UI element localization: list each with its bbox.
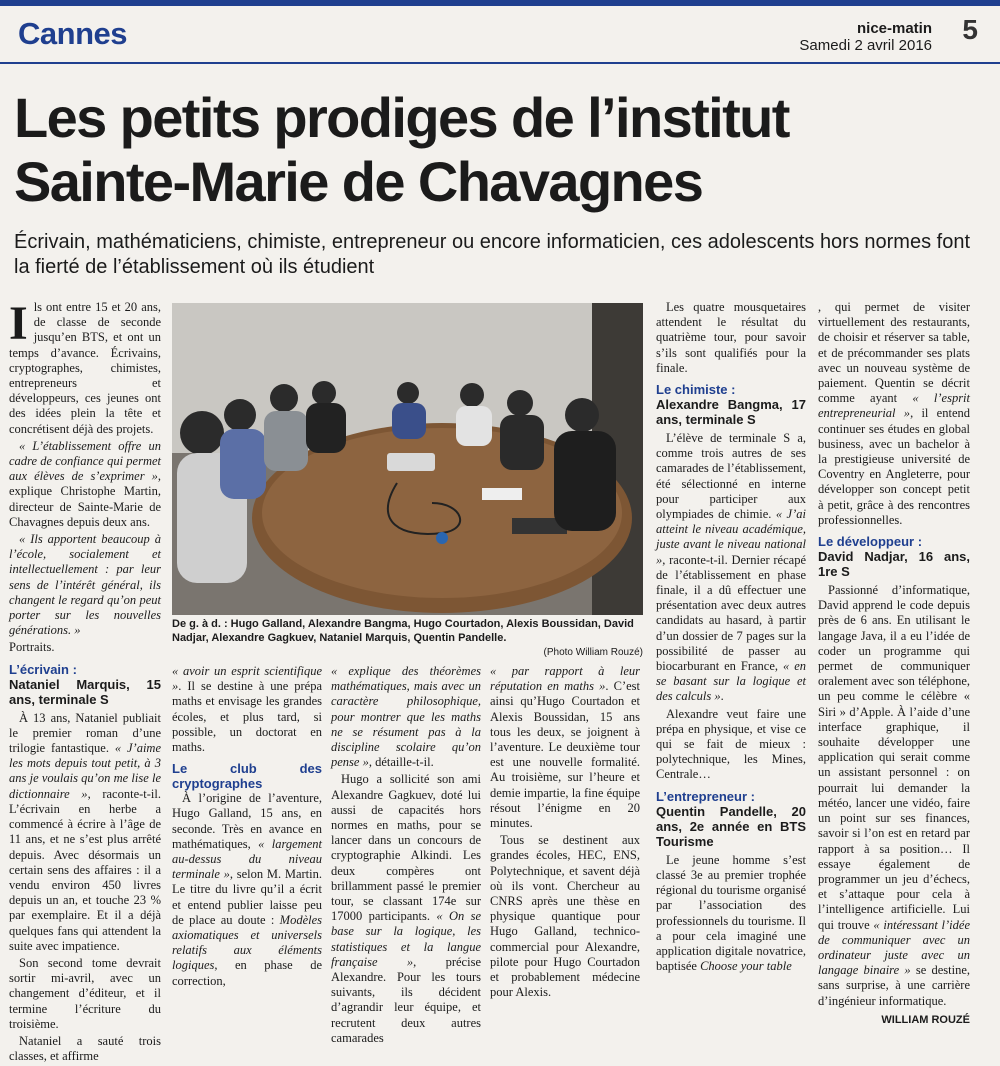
crypto-paragraph-4: Les quatre mousquetaires attendent le résultat du quatrième tour, pour savoir s’ils sont qualifiés pour la finale. xyxy=(656,300,806,375)
writer-paragraph-3-cont: « avoir un esprit scientifique ». Il se destine à une prépa maths et envisage les grandes écoles, et plus tard, si possible, un doctorat en maths. xyxy=(172,664,322,755)
header-divider xyxy=(0,62,1000,64)
chemist-paragraph-1: L’élève de terminale S a, comme trois autres de ses camarades de l’établissement, été sélectionné en interne pour participer aux olympiades de chimie. « J’ai atteint le niveau académique, juste avant le niveau national », raconte-t-il. Dernier récapé de l’établissement en phase finale, il a dû effectuer une présentation avec deux autres candidats au hasard, à partir d’un dossier de 7 pages sur la possibilité de passer au biocarburant en France, « en se basant sur la logique et des calculs ». xyxy=(656,431,806,704)
entrepreneur-subheading: Quentin Pandelle, 20 ans, 2e année en BTS Tourisme xyxy=(656,803,806,849)
column-5 xyxy=(656,300,806,976)
drop-cap: I xyxy=(9,297,28,350)
crypto-paragraph-1-cont: « explique des théorèmes mathématiques, mais avec un caractère philosophique, pour montrer que les maths ne se résument pas à la discipline scolaire qu’on pense », détaille-t-il. xyxy=(331,664,481,770)
publication-info xyxy=(799,20,932,54)
photo-credit: (Photo William Rouzé) xyxy=(543,647,643,658)
crypto-paragraph-3: Tous se destinent aux grandes écoles, HEC, ENS, Polytechnique, et savent déjà où ils vont. Chercheur au CNRS après une thèse en physique quantique pour Hugo Galland, technico-commercial pour Alexandre, pilote pour Hugo Courtadon et probablement médecine pour Alexis. xyxy=(490,833,640,1000)
group-photo-illustration xyxy=(172,303,643,615)
entrepreneur-paragraph-1: Le jeune homme s’est classé 3e au premier trophée régional du tourisme organisé par l’association des professionnels du tourisme. Il a pour cela imaginé une application digitale novatrice, baptisée Choose your table xyxy=(656,852,806,974)
column-2 xyxy=(172,664,322,991)
developer-heading: Le développeur : xyxy=(818,534,923,550)
column-3 xyxy=(331,664,481,1048)
developer-subheading: David Nadjar, 16 ans, 1re S xyxy=(818,549,970,580)
crypto-heading: Le club des cryptographes xyxy=(172,761,322,792)
developer-paragraph-1: Passionné d’informatique, David apprend le code depuis près de 6 ans. En utilisant le langage Java, il a eu l’idée de coder un programme qui permet de communiquer oralement avec son téléphone, un peu comme le célèbre « Siri » d’Apple. À l’aide d’une interface graphique, il souhaite développer une application qui serait comme un assistant personnel : on pourrait lui demander la météo, lancer une vidéo, faire un point sur ses finances, savoir si l’on est en retard par rapport à sa position… Il essaye également de programmer un jeu d’échecs, et s’attaque pour cela à l’intelligence artificielle. Lui qui trouve « intéressant l’idée de communiquer avec un ordinateur juste avec un langage binaire » se destine, sans surprise, à une carrière d’ingénieur informatique. xyxy=(818,583,970,1008)
column-4 xyxy=(490,664,640,1002)
column-6 xyxy=(818,300,970,1028)
page-number: 5 xyxy=(962,14,978,45)
headline xyxy=(14,86,989,214)
quote-paragraph-2: « Ils apportent beaucoup à l’école, socialement et intellectuellement : par leur sens de l’intérêt général, ils changent le regard qu’on peut porter sur les nouvelles générations. » xyxy=(9,532,161,638)
issue-date: Samedi 2 avril 2016 xyxy=(799,37,932,54)
writer-paragraph-1: À 13 ans, Nataniel publiait le premier roman d’une trilogie fantastique. « J’aime les mots depuis tout petit, à 3 ans je voulais qu’on me lise le dictionnaire », raconte-t-il. L’écrivain en herbe a commencé à écrire à l’âge de 11 ans, et ne s’est plus arrêté depuis. Avec désormais un certain sens des affaires : il a vendu environ 450 livres depuis un an, et touche 23 % par exemplaire. Et il a déjà quelques fans qui attendent la suite avec impatience. xyxy=(9,710,162,953)
column-1 xyxy=(9,297,162,1066)
top-color-bar xyxy=(0,0,1000,6)
writer-paragraph-3: Nataniel a sauté trois classes, et affirme xyxy=(9,1033,161,1064)
byline-signature: WILLIAM ROUZÉ xyxy=(881,1013,970,1026)
crypto-paragraph-2-cont: « par rapport à leur réputation en maths ». C’est ainsi qu’Hugo Courtadon et Alexis Boussidan, 15 ans tous les deux, se joignent à l’aventure. Le deuxième tour est une nouvelle formalité. Au troisième, sur l’heure et demie impartie, la fine équipe résout l’énigme en 20 minutes. xyxy=(490,664,640,831)
entrepreneur-heading: L’entrepreneur : xyxy=(656,788,755,804)
quote-paragraph-1: « L’établissement offre un cadre de confiance qui permet aux élèves de s’exprimer », explique Christophe Martin, directeur de Sainte-Marie de Chavagnes depuis deux ans. xyxy=(9,438,161,529)
crypto-paragraph-2: Hugo a sollicité son ami Alexandre Gagkuev, doté lui aussi de capacités hors normes en maths, pour se lancer dans un concours de cryptographie Alkindi. Les deux compères ont brillamment passé le premier tour, se classant 174e sur 17000 participants. « On se base sur la logique, les statistiques et la langue française », précise Alexandre. Pour les tours suivants, ils décident d’agrandir leur équipe, et recrutent deux autres camarades xyxy=(331,772,481,1045)
headline-line-2: Sainte-Marie de Chavagnes xyxy=(14,150,703,213)
writer-paragraph-2: Son second tome devrait sortir mi-avril, avec un changement d’éditeur, et il termine l’écriture du troisième. xyxy=(9,955,161,1031)
deck: Écrivain, mathématiciens, chimiste, entrepreneur ou encore informaticien, ces adolescents hors normes font la fierté de l’établissement où ils étudient xyxy=(14,231,971,278)
portraits-label: Portraits. xyxy=(9,640,55,655)
headline-line-1: Les petits prodiges de l’institut xyxy=(14,86,789,149)
paper-name: nice-matin xyxy=(856,20,932,37)
crypto-paragraph-1: À l’origine de l’aventure, Hugo Galland, 15 ans, en seconde. Très en avance en mathématiques, « largement au-dessus du niveau terminale », selon M. Martin. Le titre du livre qu’il a écrit et entend publier laisse peu de place au doute : Modèles axiomatiques et universels relatifs aux éléments logiques, en phase de correction, xyxy=(172,791,323,988)
section-title: Cannes xyxy=(18,16,127,51)
group-photo xyxy=(172,303,643,615)
chemist-paragraph-2: Alexandre veut faire une prépa en physique, et vise ce qui se fait de mieux : polytechnique, les Mines, Centrale… xyxy=(656,706,806,782)
chemist-heading: Le chimiste : xyxy=(656,382,736,398)
photo-caption: De g. à d. : Hugo Galland, Alexandre Bangma, Hugo Courtadon, Alexis Boussidan, David Nadjar, Alexandre Gagkuev, Nataniel Marquis, Quentin Pandelle. xyxy=(172,618,634,644)
chemist-subheading: Alexandre Bangma, 17 ans, terminale S xyxy=(656,397,806,428)
writer-heading: L’écrivain : xyxy=(9,661,77,677)
writer-subheading: Nataniel Marquis, 15 ans, terminale S xyxy=(9,676,161,707)
intro-paragraph: Ils ont entre 15 et 20 ans, de classe de seconde jusqu’en BTS, et ont un temps d’avance. Écrivains, cryptographes, chimistes, entrepreneurs et développeurs, ces jeunes ont des idées plein la tête et concrétisent déjà des projets. xyxy=(9,297,161,436)
entrepreneur-paragraph-1-cont: , qui permet de visiter virtuellement des restaurants, de choisir et réserver sa table, et de précommander ses plats avec un nouveau système de paiement. Quentin se décrit comme ayant « l’esprit entrepreneurial », il entend continuer ses études en global business, avec un bachelor à la prestigieuse université de Coventry en Angleterre, pour développer son concept petit à petit, grâce à des rencontres professionnelles. xyxy=(818,300,971,527)
